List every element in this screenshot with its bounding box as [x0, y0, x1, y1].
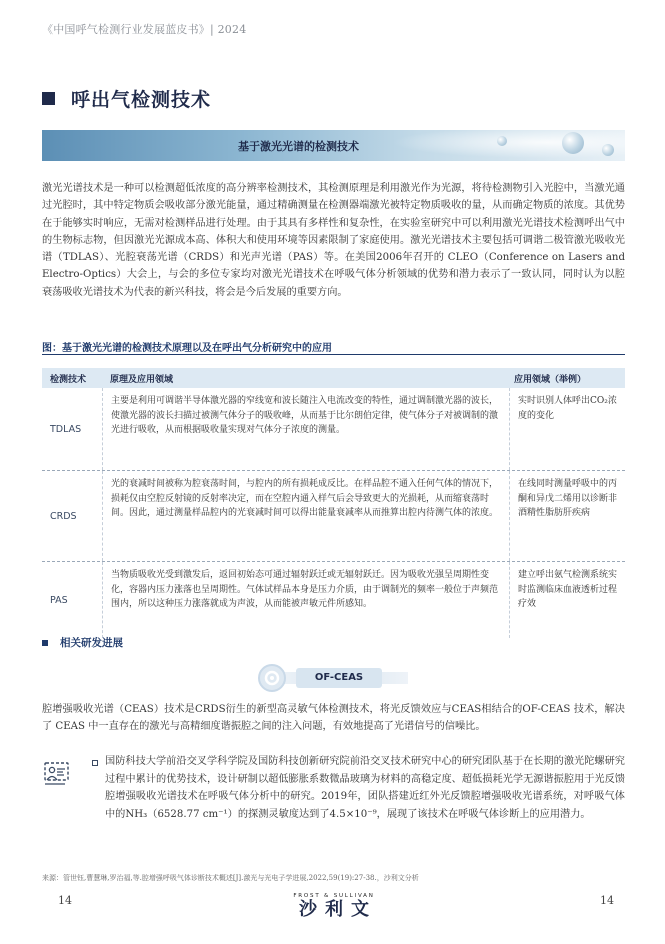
research-case-paragraph: 国防科技大学前沿交叉学科学院及国防科技创新研究院前沿交叉技术研究中心的研究团队基于在长期的激光陀螺研究过程中累计的优势技术，设计研制以超低膨胀系数微晶玻璃为材料的高稳定度、超低损耗光学无源谐振腔用于光反馈腔增强吸收光谱技术在呼吸气体分析中的研究。2019年，团队搭建近红外光反馈腔增强吸收光谱系统，对呼吸气体中的NH₃（6528.77 cm⁻¹）的探测灵敏度达到了4.5×10⁻⁹，展现了该技术在呼吸气体诊断上的应用潜力。	[105, 756, 625, 820]
table-row	[42, 388, 625, 471]
intro-paragraph: 激光光谱技术是一种可以检测超低浓度的高分辨率检测技术，其检测原理是利用激光作为光源，将待检测物引入光腔中，当激光通过光腔时，其中特定物质会吸收部分激光能量，通过精确测量在检测器端激光被特定物质吸收的量，从而确定物质的浓度。其优势在于能够实时响应，无需对检测样品进行处理。由于其具有多样性和复杂性，在实验室研究中可以利用激光光谱技术检测呼出气中的生物标志物，但因激光光源成本高、体积大和使用环境等因素限制了家庭使用。激光光谱技术主要包括可调谐二极管激光吸收光谱（TDLAS）、光腔衰荡光谱（CRDS）和光声光谱（PAS）等。在美国2006年召开的 CLEO（Conference on Lasers and Electro-Optics）大会上，与会的多位专家均对激光光谱技术在呼吸气体分析领域的优势和潜力表示了一致认同，同时认为以腔衰荡吸收光谱技术为代表的新兴科技，将会是今后发展的重要方向。	[42, 183, 625, 298]
page-number-right: 14	[600, 894, 614, 907]
logo-main-text: 沙利文	[299, 899, 377, 920]
water-drop-icon	[602, 144, 614, 156]
principle-text: 当物质吸收光受到激发后，返回初始态可通过辐射跃迁或无辐射跃迁。因为吸收光强呈周期性变化，容器内压力涨落也呈周期性。气体试样品本身是压力介质，由于调制光的频率一般位于声频范围内，所以这种压力涨落就成为声波，从而能被声敏元件所感知。	[102, 562, 510, 638]
banner-title: 基于激光光谱的检测技术	[238, 140, 359, 153]
sub-section-title	[42, 635, 123, 650]
section-square-icon	[42, 92, 55, 105]
table-row	[42, 471, 625, 562]
water-drop-icon	[562, 132, 584, 154]
gear-icon	[258, 664, 286, 692]
tech-name: PAS	[50, 594, 68, 606]
topic-banner	[42, 130, 625, 161]
example-text: 建立呼出氨气检测系统实时监测临床血液透析过程疗效	[518, 570, 618, 609]
table-row	[42, 562, 625, 638]
example-text: 在线同时测量呼吸中的丙酮和异戊二烯用以诊断非酒精性脂肪肝疾病	[518, 479, 618, 518]
page-number-left: 14	[58, 894, 72, 907]
figure-caption: 图：基于激光光谱的检测技术原理以及在呼出气分析研究中的应用	[42, 343, 332, 354]
tech-name: TDLAS	[50, 423, 82, 435]
column-header-principle: 原理及应用领域	[110, 374, 174, 385]
principle-text: 主要是利用可调谐半导体激光器的窄线宽和波长随注入电流改变的特性，通过调制激光器的波长，使激光器的波长扫描过被测气体分子的吸收峰，从而基于比尔朗伯定律，使气体分子对被调制的激光进行吸收，从而根据吸收量实现对气体分子浓度的测量。	[102, 388, 510, 470]
sub-section-title-text: 相关研发进展	[60, 637, 123, 649]
column-header-example: 应用领域（举例）	[514, 374, 587, 385]
logo-top-text: FROST & SULLIVAN	[293, 893, 375, 899]
checkbox-bullet-icon	[92, 760, 98, 766]
section-title	[42, 85, 211, 112]
principle-text: 光的衰减时间被称为腔衰荡时间，与腔内的所有损耗成反比。在样品腔不通入任何气体的情况下，损耗仅由空腔反射镜的反射率决定，而在空腔内通入样气后会导致更大的光损耗，从而缩衰荡时间。因此，通过测量样品腔内的光衰减时间可以得出能量衰减率从而推算出腔内待测气体的浓度。	[102, 471, 510, 561]
section-title-text: 呼出气检测技术	[71, 89, 212, 111]
frost-sullivan-logo	[279, 893, 389, 921]
tech-name: CRDS	[50, 510, 77, 522]
figure-divider	[42, 354, 625, 355]
sub-section-square-icon	[42, 640, 48, 646]
research-case-icon	[42, 759, 72, 789]
column-header-tech: 检测技术	[50, 374, 87, 385]
document-header: 《中国呼气检测行业发展蓝皮书》| 2024	[42, 23, 247, 36]
ceas-paragraph: 腔增强吸收光谱（CEAS）技术是CRDS衍生的新型高灵敏气体检测技术，将光反馈效应与CEAS相结合的OF-CEAS 技术，解决了 CEAS 中一直存在的激光与高精细度谐振腔之间的注入问题，有效地提高了光谱信号的信噪比。	[42, 704, 625, 733]
technology-table	[42, 368, 625, 638]
source-note: 来源：管世钰,曹慧琳,罗治福,等.腔增强呼吸气体诊断技术概述[J].激光与光电子学进展,2022,59(19):27-38.，沙利文分析	[42, 874, 419, 882]
example-text: 实时识别人体呼出CO₂浓度的变化	[518, 396, 617, 421]
ofceas-label: OF-CEAS	[296, 668, 382, 688]
table-header	[42, 368, 625, 388]
